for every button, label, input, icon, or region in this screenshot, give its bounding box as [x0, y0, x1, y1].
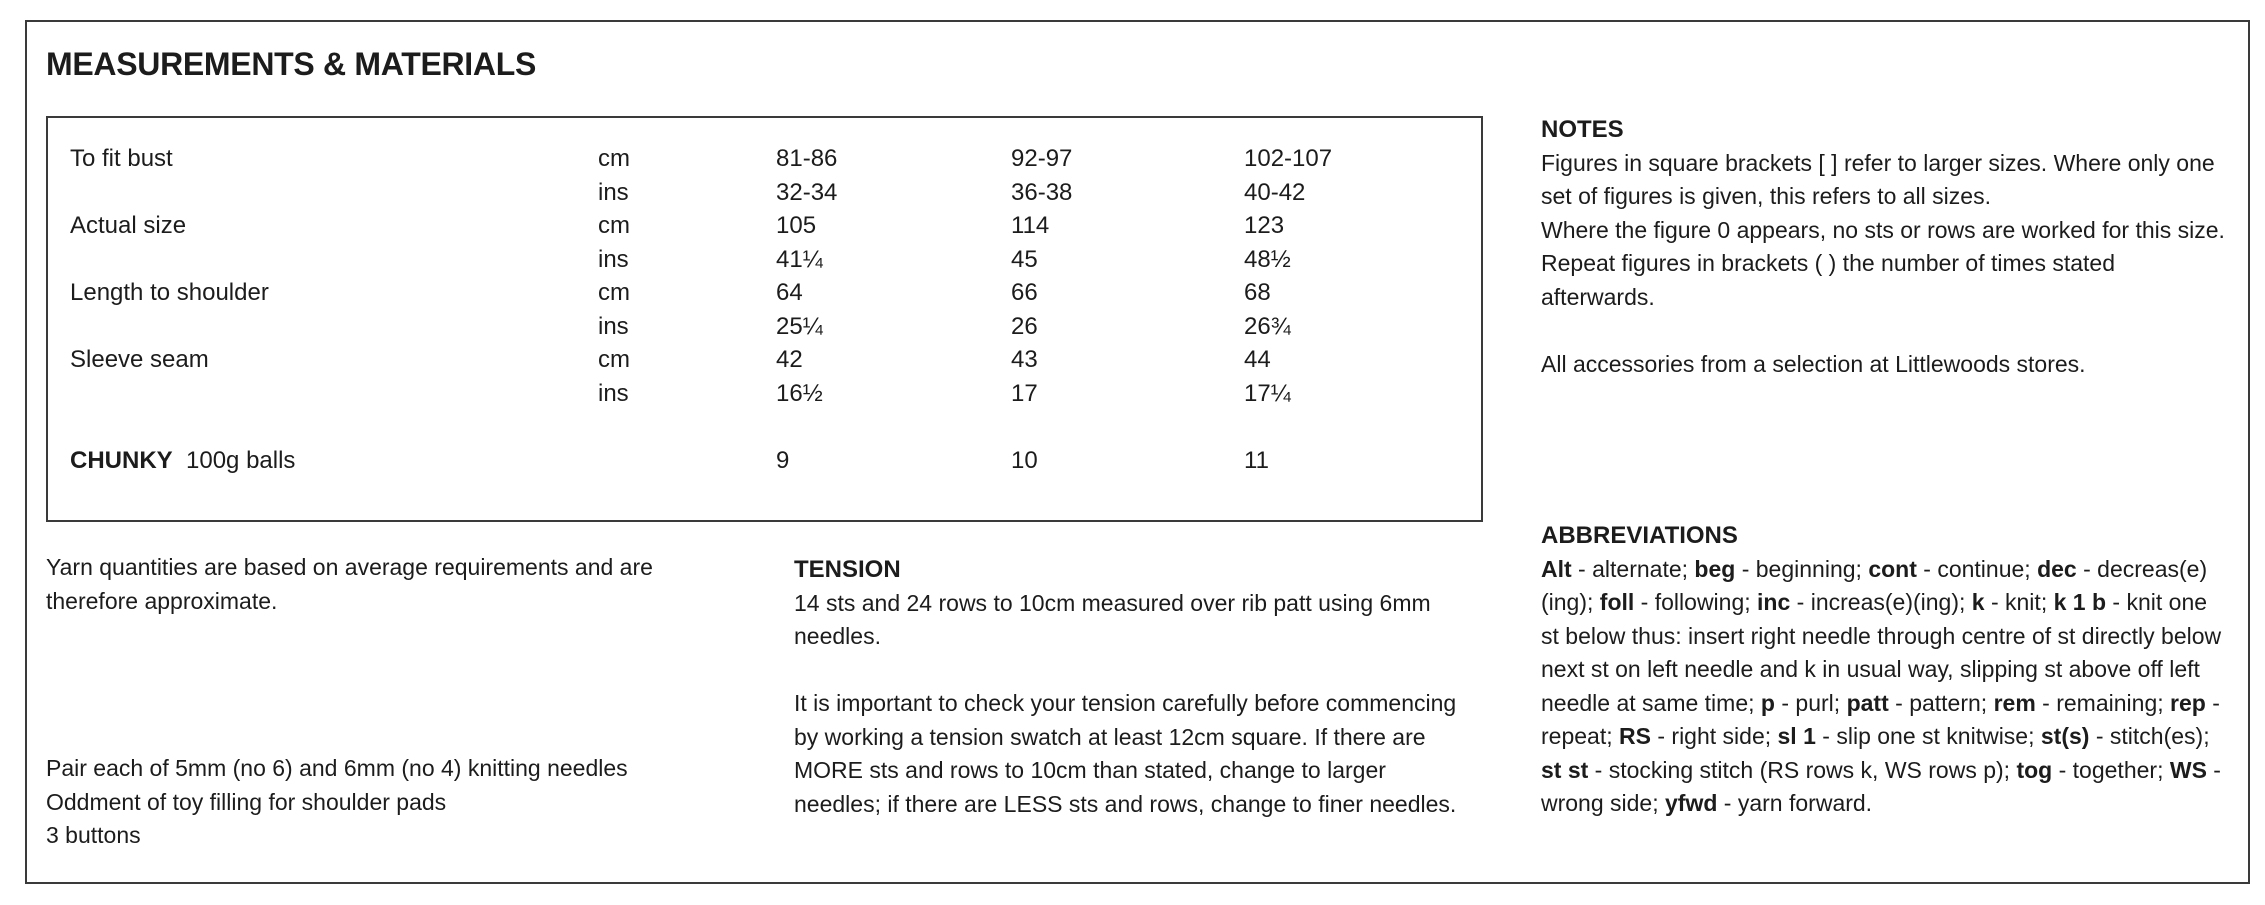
- abbreviation-meaning: stocking stitch (RS rows k, WS rows p): [1608, 756, 2004, 783]
- yarn-qty-size-1: 9: [776, 447, 790, 474]
- note-item: Repeat figures in brackets ( ) the number of times stated afterwards.: [1541, 250, 2115, 310]
- size-1-value: 81-86: [776, 145, 838, 172]
- measurement-unit: cm: [598, 212, 630, 239]
- abbreviation-meaning: increas(e)(ing): [1810, 589, 1959, 615]
- abbreviations-heading: ABBREVIATIONS: [1541, 522, 1738, 549]
- notes-section: [1541, 113, 2231, 381]
- size-2-value: 66: [1011, 279, 1038, 306]
- abbreviation-term: sl 1: [1777, 723, 1816, 749]
- abbreviation-meaning: yarn forward.: [1737, 790, 1873, 816]
- size-1-value: 16½: [776, 379, 823, 407]
- tension-heading: TENSION: [794, 556, 901, 583]
- abbreviation-term: RS: [1619, 723, 1651, 749]
- abbreviation-meaning: stitch(es): [2109, 723, 2204, 749]
- sizes-table: [46, 116, 1483, 522]
- abbreviation-term: p: [1760, 689, 1775, 716]
- yarn-qty-size-2: 10: [1011, 447, 1038, 474]
- measurement-label: Actual size: [70, 212, 187, 239]
- yarn-note-block: [46, 551, 736, 618]
- abbreviation-meaning: repeat: [1541, 723, 1607, 749]
- abbreviation-term: Alt: [1541, 555, 1572, 582]
- material-item: 3 buttons: [46, 822, 141, 848]
- abbreviation-meaning: knit: [2005, 589, 2041, 615]
- abbreviation-term: patt: [1846, 689, 1889, 716]
- size-1-value: 25¼: [776, 312, 823, 340]
- size-2-value: 17: [1011, 379, 1038, 407]
- size-3-value: 48½: [1244, 245, 1291, 273]
- size-2-value: 36-38: [1011, 178, 1073, 206]
- abbreviation-meaning: pattern: [1909, 689, 1981, 716]
- abbreviation-meaning: purl: [1795, 689, 1834, 716]
- measurement-unit: cm: [598, 346, 630, 373]
- abbreviation-term: tog: [2016, 756, 2053, 783]
- measurement-unit: ins: [598, 379, 629, 407]
- abbreviation-term: beg: [1694, 555, 1736, 582]
- abbreviation-term: k: [1971, 589, 1985, 615]
- abbreviation-term: st(s): [2040, 723, 2090, 749]
- size-2-value: 26: [1011, 312, 1038, 340]
- note-item: Where the figure 0 appears, no sts or rows are worked for this size.: [1541, 216, 2225, 243]
- measurement-unit: ins: [598, 245, 629, 273]
- abbreviation-meaning: together: [2072, 756, 2158, 783]
- yarn-qty-size-3: 11: [1244, 447, 1269, 474]
- size-3-value: 26¾: [1244, 312, 1291, 340]
- measurement-label: Length to shoulder: [70, 279, 269, 306]
- measurement-unit: cm: [598, 279, 630, 306]
- abbreviation-term: WS: [2169, 756, 2207, 783]
- size-3-value: 68: [1244, 279, 1271, 306]
- tension-text: 14 sts and 24 rows to 10cm measured over rib patt using 6mm needles.: [794, 589, 1431, 649]
- size-3-value: 40-42: [1244, 178, 1306, 206]
- size-3-value: 44: [1244, 346, 1271, 373]
- size-1-value: 42: [776, 346, 803, 373]
- abbreviation-meaning: knit one st below thus: insert right needle through centre of st directly below next st on left needle and k in usual way, slipping st above off left needle at same time: [1541, 589, 2222, 716]
- size-3-value: 102-107: [1244, 145, 1333, 172]
- abbreviation-term: cont: [1868, 555, 1917, 582]
- page-title: MEASUREMENTS & MATERIALS: [46, 46, 536, 82]
- abbreviation-term: dec: [2037, 555, 2077, 582]
- size-2-value: 114: [1011, 212, 1050, 239]
- yarn-detail: 100g balls: [186, 447, 296, 474]
- tension-section: [794, 553, 1479, 821]
- abbreviation-term: rem: [1993, 689, 2036, 716]
- abbreviation-meaning: alternate: [1592, 555, 1682, 582]
- accessories-note: All accessories from a selection at Littlewoods stores.: [1541, 350, 2086, 377]
- notes-heading: NOTES: [1541, 116, 1624, 143]
- abbreviation-term: inc: [1757, 589, 1791, 615]
- abbreviation-meaning: right side: [1671, 723, 1765, 749]
- yarn-name: CHUNKY: [70, 447, 173, 474]
- abbreviation-meaning: remaining: [2056, 689, 2158, 716]
- measurement-unit: ins: [598, 178, 629, 206]
- size-1-value: 64: [776, 279, 803, 306]
- abbreviation-term: k 1 b: [2053, 589, 2107, 615]
- abbreviations-section: [1541, 519, 2231, 821]
- size-1-value: 105: [776, 212, 817, 239]
- note-item: Figures in square brackets [ ] refer to larger sizes. Where only one set of figures is given, this refers to all sizes.: [1541, 149, 2215, 209]
- tension-advice: It is important to check your tension carefully before commencing by working a tension swatch at least 12cm square. If there are MORE sts and rows to 10cm than stated, change to larger needles; if there are LESS sts and rows, change to finer needles.: [794, 690, 1457, 817]
- abbreviation-term: yfwd: [1665, 790, 1718, 816]
- size-3-value: 123: [1244, 212, 1285, 239]
- abbreviation-meaning: continue: [1937, 555, 2025, 582]
- yarn-note: Yarn quantities are based on average requirements and are therefore approximate.: [46, 554, 653, 614]
- size-2-value: 92-97: [1011, 145, 1073, 172]
- size-1-value: 41¼: [776, 245, 823, 273]
- size-1-value: 32-34: [776, 178, 838, 206]
- abbreviation-meaning: following: [1654, 589, 1745, 615]
- size-3-value: 17¼: [1244, 379, 1291, 407]
- abbreviation-term: rep: [2170, 689, 2206, 716]
- measurement-label: To fit bust: [70, 145, 173, 172]
- abbreviation-meaning: decreas(e)(ing): [1541, 555, 2208, 615]
- size-2-value: 45: [1011, 245, 1038, 273]
- abbreviations-text: Alt - alternate; beg - beginning; cont - continue; dec - decreas(e)(ing); foll - following; inc - increas(e)(ing); k - knit; k 1 b - knit one st below thus: insert right needle through centre of st directly below next st on left needle and k in usual way, slipping st above off left needle at same time; p - purl; patt - pattern; rem - remaining; rep - repeat; RS - right side; sl 1 - slip one st knitwise; st(s) - stitch(es); st st - stocking stitch (RS rows k, WS rows p); tog - together; WS - wrong side; yfwd - yarn forward.: [1541, 555, 2222, 816]
- measurement-unit: ins: [598, 312, 629, 340]
- yarn-label: [70, 444, 295, 478]
- material-item: Pair each of 5mm (no 6) and 6mm (no 4) knitting needles: [46, 755, 628, 781]
- measurement-unit: cm: [598, 145, 630, 172]
- size-2-value: 43: [1011, 346, 1038, 373]
- measurement-label: Sleeve seam: [70, 346, 209, 373]
- abbreviation-meaning: wrong side: [1541, 790, 1653, 816]
- abbreviation-meaning: beginning: [1755, 555, 1856, 582]
- abbreviation-meaning: slip one st knitwise: [1836, 723, 2029, 749]
- materials-list: [46, 752, 766, 853]
- abbreviation-term: st st: [1541, 756, 1589, 783]
- abbreviation-term: foll: [1599, 589, 1635, 615]
- material-item: Oddment of toy filling for shoulder pads: [46, 788, 447, 815]
